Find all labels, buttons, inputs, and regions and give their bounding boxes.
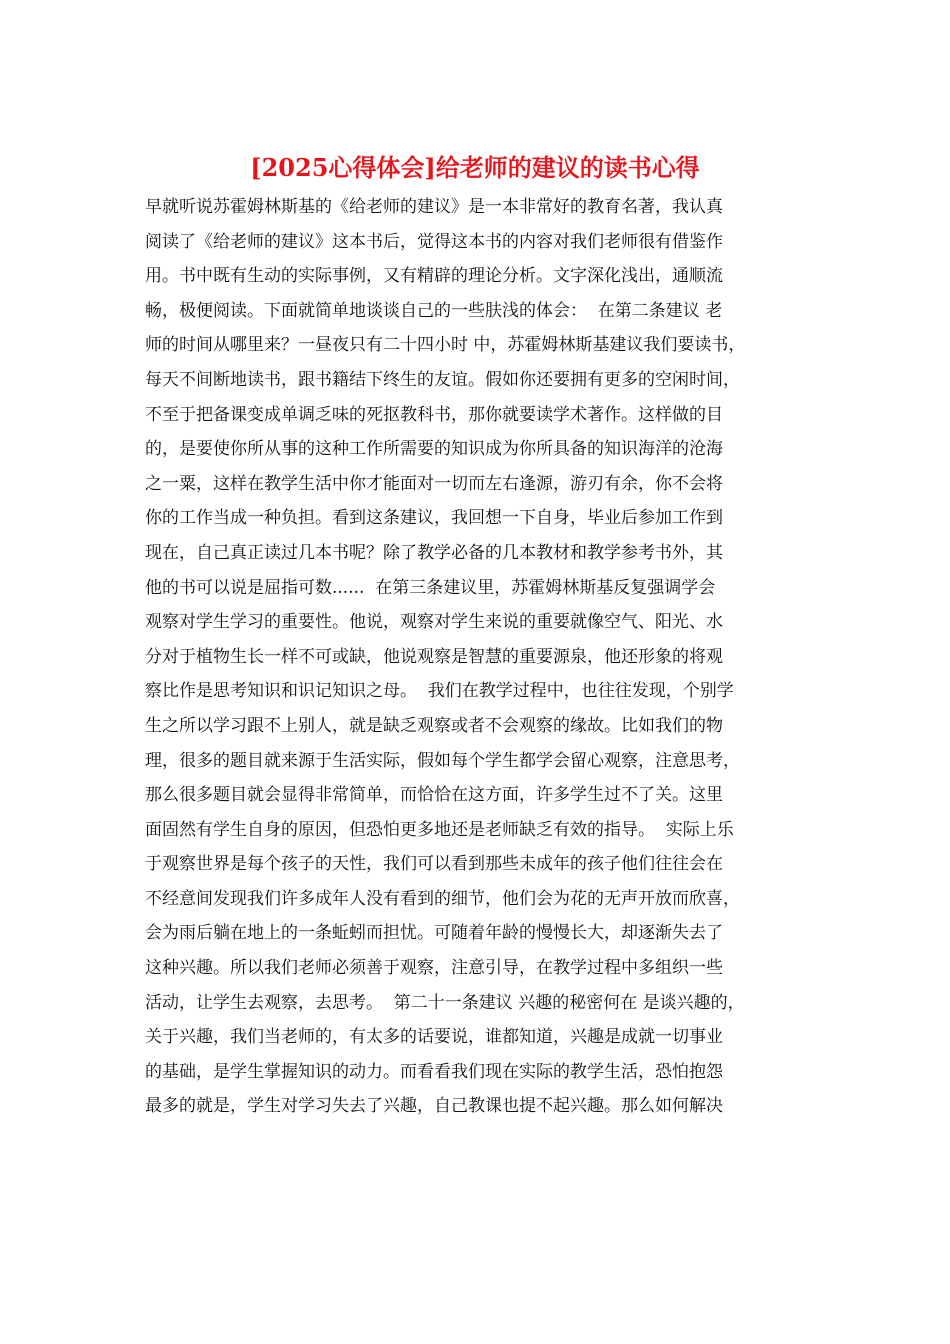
body-line: 的基础，是学生掌握知识的动力。而看看我们现在实际的教学生活，恐怕抱怨 xyxy=(145,1061,723,1082)
body-line: 生之所以学习跟不上别人，就是缺乏观察或者不会观察的缘故。比如我们的物 xyxy=(145,715,723,736)
body-line: 不经意间发现我们许多成年人没有看到的细节，他们会为花的无声开放而欣喜， xyxy=(145,888,740,909)
body-line: 察比作是思考知识和识记知识之母。 我们在教学过程中，也往往发现，个别学 xyxy=(145,681,734,702)
body-line: 之一粟，这样在教学生活中你才能面对一切而左右逢源，游刃有余，你不会将 xyxy=(145,473,723,494)
body-line: 你的工作当成一种负担。看到这条建议，我回想一下自身，毕业后参加工作到 xyxy=(145,508,723,529)
body-line: 早就听说苏霍姆林斯基的《给老师的建议》是一本非常好的教育名著，我认真 xyxy=(145,197,723,217)
body-line: 不至于把备课变成单调乏味的死抠教科书，那你就要读学术著作。这样做的目 xyxy=(145,404,723,425)
body-line: 这种兴趣。所以我们老师必须善于观察，注意引导，在教学过程中多组织一些 xyxy=(145,958,723,979)
body-line: 关于兴趣，我们当老师的，有太多的话要说，谁都知道，兴趣是成就一切事业 xyxy=(145,1027,723,1048)
body-line: 最多的就是，学生对学习失去了兴趣，自己教课也提不起兴趣。那么如何解决 xyxy=(145,1096,723,1117)
body-line: 每天不间断地读书，跟书籍结下终生的友谊。假如你还要拥有更多的空闲时间， xyxy=(145,369,740,390)
body-line: 活动，让学生去观察，去思考。 第二十一条建议 兴趣的秘密何在 是谈兴趣的， xyxy=(145,992,745,1013)
body-line: 观察对学生学习的重要性。他说，观察对学生来说的重要就像空气、阳光、水 xyxy=(145,612,723,633)
body-line: 理，很多的题目就来源于生活实际，假如每个学生都学会留心观察，注意思考， xyxy=(145,750,740,771)
body-line: 现在，自己真正读过几本书呢？除了教学必备的几本教材和教学参考书外，其 xyxy=(145,542,723,563)
body-line: 面固然有学生自身的原因，但恐怕更多地还是老师缺乏有效的指导。 实际上乐 xyxy=(145,819,734,840)
document-title: [2025心得体会]给老师的建议的读书心得 xyxy=(250,153,700,182)
body-line: 那么很多题目就会显得非常简单，而恰恰在这方面，许多学生过不了关。这里 xyxy=(145,785,723,806)
body-line: 他的书可以说是屈指可数...... 在第三条建议里，苏霍姆林斯基反复强调学会 xyxy=(145,577,716,598)
body-line: 于观察世界是每个孩子的天性，我们可以看到那些未成年的孩子他们往往会在 xyxy=(145,854,723,875)
body-line: 师的时间从哪里来？一昼夜只有二十四小时 中，苏霍姆林斯基建议我们要读书， xyxy=(145,335,746,356)
body-line: 会为雨后躺在地上的一条蚯蚓而担忧。可随着年龄的慢慢长大，却逐渐失去了 xyxy=(145,923,723,944)
document-body xyxy=(145,190,810,1124)
body-line: 畅，极便阅读。下面就简单地谈谈自己的一些肤浅的体会： 在第二条建议 老 xyxy=(145,300,723,321)
body-line: 阅读了《给老师的建议》这本书后，觉得这本书的内容对我们老师很有借鉴作 xyxy=(145,231,723,252)
body-line: 的，是要使你所从事的这种工作所需要的知识成为你所具备的知识海洋的沧海 xyxy=(145,439,723,460)
body-line: 用。书中既有生动的实际事例，又有精辟的理论分析。文字深化浅出，通顺流 xyxy=(145,266,723,287)
body-line: 分对于植物生长一样不可或缺，他说观察是智慧的重要源泉，他还形象的将观 xyxy=(145,646,723,667)
